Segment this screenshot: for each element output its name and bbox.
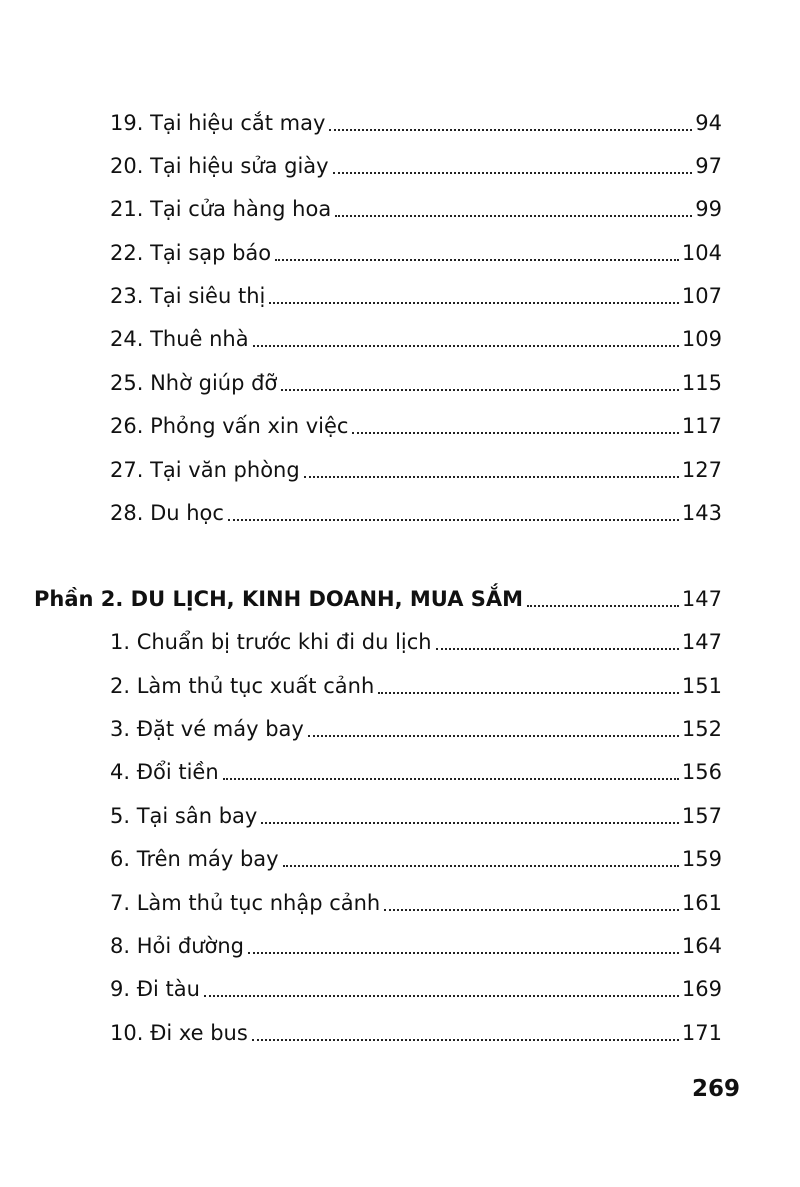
toc-entry-page: 156 bbox=[681, 760, 722, 784]
toc-entry-page: 104 bbox=[681, 241, 722, 265]
toc-entry-page: 94 bbox=[695, 111, 722, 135]
toc-entry bbox=[110, 623, 722, 657]
toc-entry-page: 164 bbox=[681, 934, 722, 958]
toc-dot-leader bbox=[204, 995, 679, 997]
toc-entry-title: 22. Tại sạp báo bbox=[110, 241, 272, 265]
toc-entry-title: 9. Đi tàu bbox=[110, 977, 200, 1001]
toc-entry-page: 115 bbox=[681, 371, 722, 395]
toc-dot-leader bbox=[275, 259, 679, 261]
toc-entry bbox=[110, 667, 722, 701]
toc-dot-leader bbox=[281, 389, 679, 391]
toc-entry-title: 2. Làm thủ tục xuất cảnh bbox=[110, 674, 375, 698]
toc-entry-title: 24. Thuê nhà bbox=[110, 327, 249, 351]
toc-dot-leader bbox=[304, 476, 679, 478]
toc-entry-page: 152 bbox=[681, 717, 722, 741]
section-title: Phần 2. DU LỊCH, KINH DOANH, MUA SẮM bbox=[34, 587, 524, 611]
toc-entry bbox=[110, 147, 722, 181]
toc-entry-page: 161 bbox=[681, 891, 722, 915]
toc-entry bbox=[110, 364, 722, 398]
toc-entry-title: 1. Chuẩn bị trước khi đi du lịch bbox=[110, 630, 432, 654]
toc-entry-page: 107 bbox=[681, 284, 722, 308]
toc-dot-leader bbox=[527, 605, 679, 607]
toc-dot-leader bbox=[261, 822, 679, 824]
toc-entry bbox=[110, 927, 722, 961]
toc-entry-page: 143 bbox=[681, 501, 722, 525]
toc-entry-title: 4. Đổi tiền bbox=[110, 760, 219, 784]
toc-entry bbox=[110, 277, 722, 311]
toc-entry bbox=[110, 753, 722, 787]
toc-entry-page: 157 bbox=[681, 804, 722, 828]
toc-dot-leader bbox=[436, 648, 679, 650]
toc-dot-leader bbox=[378, 692, 679, 694]
toc-entry-title: 23. Tại siêu thị bbox=[110, 284, 266, 308]
toc-entry bbox=[110, 797, 722, 831]
toc-entry-title: 25. Nhờ giúp đỡ bbox=[110, 371, 278, 395]
toc-entry bbox=[110, 104, 722, 138]
toc-dot-leader bbox=[228, 519, 679, 521]
toc-entry-title: 27. Tại văn phòng bbox=[110, 458, 300, 482]
toc-entry-page: 171 bbox=[681, 1021, 722, 1045]
toc-dot-leader bbox=[308, 735, 679, 737]
toc-dot-leader bbox=[333, 172, 693, 174]
toc-entry bbox=[110, 494, 722, 528]
toc-entry bbox=[110, 451, 722, 485]
toc-entry-page: 169 bbox=[681, 977, 722, 1001]
toc-entry-title: 6. Trên máy bay bbox=[110, 847, 279, 871]
toc-entry-title: 5. Tại sân bay bbox=[110, 804, 258, 828]
toc-entry-title: 3. Đặt vé máy bay bbox=[110, 717, 304, 741]
toc-entry bbox=[110, 320, 722, 354]
toc-entry-page: 127 bbox=[681, 458, 722, 482]
toc-entry bbox=[110, 234, 722, 268]
toc-entry-title: 26. Phỏng vấn xin việc bbox=[110, 414, 349, 438]
toc-entry bbox=[110, 970, 722, 1004]
toc-entry bbox=[110, 884, 722, 918]
toc-entry-title: 8. Hỏi đường bbox=[110, 934, 244, 958]
toc-entry bbox=[110, 407, 722, 441]
toc-dot-leader bbox=[384, 909, 679, 911]
toc-entry-title: 19. Tại hiệu cắt may bbox=[110, 111, 326, 135]
toc-dot-leader bbox=[248, 952, 679, 954]
toc-entry-title: 7. Làm thủ tục nhập cảnh bbox=[110, 891, 381, 915]
toc-dot-leader bbox=[253, 345, 679, 347]
toc-entry-page: 147 bbox=[681, 630, 722, 654]
toc-entry-title: 28. Du học bbox=[110, 501, 224, 525]
toc-dot-leader bbox=[252, 1039, 679, 1041]
toc-entry-title: 20. Tại hiệu sửa giày bbox=[110, 154, 329, 178]
toc-dot-leader bbox=[223, 778, 679, 780]
toc-entry-title: 10. Đi xe bus bbox=[110, 1021, 248, 1045]
toc-entry bbox=[110, 840, 722, 874]
toc-entry bbox=[110, 1014, 722, 1048]
toc-entry-page: 151 bbox=[681, 674, 722, 698]
toc-dot-leader bbox=[352, 432, 678, 434]
toc-entry-page: 97 bbox=[695, 154, 722, 178]
toc-dot-leader bbox=[283, 865, 679, 867]
page-number: 269 bbox=[691, 1076, 740, 1102]
toc-dot-leader bbox=[269, 302, 679, 304]
toc-entry-page: 99 bbox=[695, 197, 722, 221]
toc-entry-title: 21. Tại cửa hàng hoa bbox=[110, 197, 332, 221]
toc-entry-page: 159 bbox=[681, 847, 722, 871]
toc-entry bbox=[110, 190, 722, 224]
toc-dot-leader bbox=[335, 215, 692, 217]
section-page: 147 bbox=[681, 587, 722, 611]
toc-section-heading bbox=[34, 580, 722, 614]
toc-dot-leader bbox=[329, 129, 692, 131]
toc-entry-page: 109 bbox=[681, 327, 722, 351]
toc-entry-page: 117 bbox=[681, 414, 722, 438]
toc-entry bbox=[110, 710, 722, 744]
